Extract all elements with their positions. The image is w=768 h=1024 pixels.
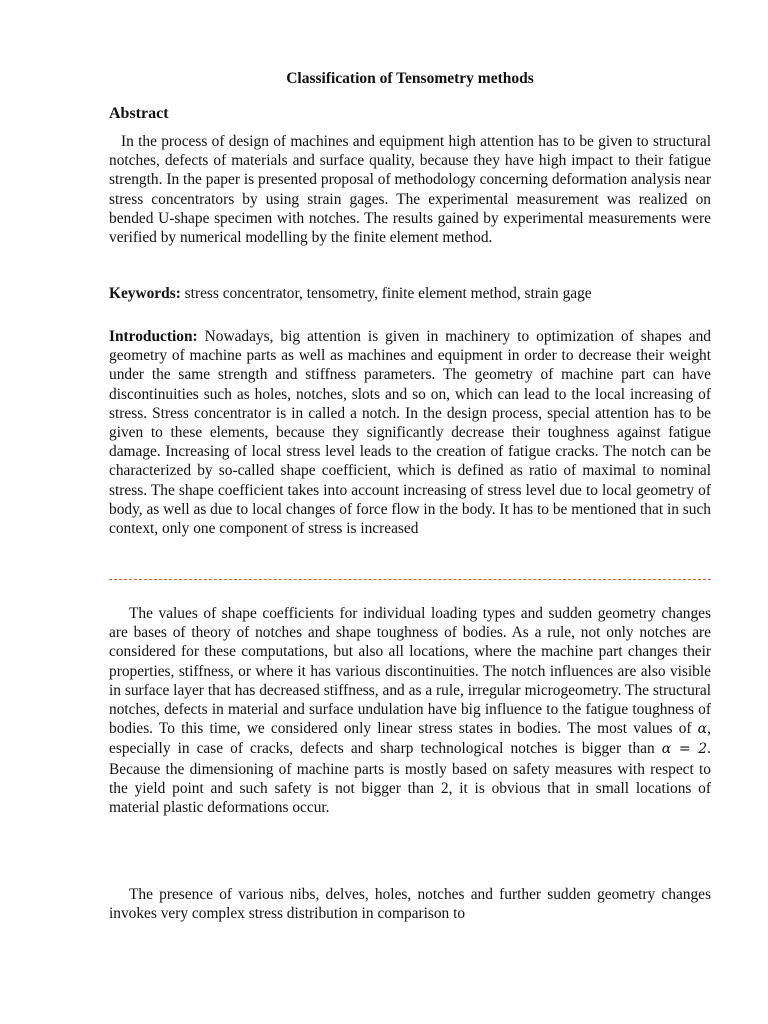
abstract-heading: Abstract <box>109 105 169 122</box>
values-text-part1: The values of shape coefficients for individual loading types and sudden geometry changes are bases of theory of notches and shape toughness of bodies. As a rule, not only notches are considered for these computations, but also all locations, where the machine part changes their properties, stiffness, or where it has various discontinuities. The notch influences are also visible in surface layer that has decreased stiffness, and as a rule, irregular microgeometry. The structural notches, defects in material and surface undulation have big influence to the fatigue toughness of bodies. To this time, we considered only linear stress states in bodies. The most values of <box>109 605 711 738</box>
alpha-equals-two-formula: α = 2 <box>661 741 708 758</box>
values-text-part2: , especially in case of cracks, defects and sharp technological notches is bigger than <box>109 720 711 758</box>
introduction-text: Nowadays, big attention is given in machinery to optimization of shapes and geometry of machine parts as well as machines and equipment in order to decrease their weight under the same strength and stiffness parameters. The geometry of machine part can have discontinuities such as holes, notches, slots and so on, which can lead to the local increasing of stress. Stress concentrator is in called a notch. In the design process, special attention has to be given to these elements, because they significantly decrease their toughness against fatigue damage. Increasing of local stress level leads to the creation of fatigue cracks. The notch can be characterized by so-called shape coefficient, which is defined as ratio of maximal to nominal stress. The shape coefficient takes into account increasing of stress level due to local geometry of body, as well as due to local changes of force flow in the body. It has to be mentioned that in such context, only one component of stress is increased <box>109 328 711 538</box>
keywords-text: stress concentrator, tensometry, finite element method, strain gage <box>180 285 592 302</box>
track-changes-dashed-divider <box>109 579 711 580</box>
keywords-line <box>109 284 729 304</box>
keywords-label: Keywords: <box>109 285 181 302</box>
shape-coefficients-paragraph <box>109 604 711 817</box>
abstract-body: In the process of design of machines and equipment high attention has to be given to structural notches, defects of materials and surface quality, because they have high impact to their fatigue strength. In the paper is presented proposal of methodology concerning deformation analysis near stress concentrators by using strain gages. The experimental measurement was realized on bended U-shape specimen with notches. The results gained by experimental measurements were verified by numerical modelling by the finite element method. <box>109 133 711 247</box>
introduction-label: Introduction: <box>109 328 198 345</box>
alpha-symbol: α <box>697 721 708 738</box>
introduction-paragraph <box>109 327 711 538</box>
values-text-part3: . Because the dimensioning of machine parts is mostly based on safety measures with respect to the yield point and such safety is not bigger than 2, it is obvious that in small locations of material plastic deformations occur. <box>109 740 711 817</box>
presence-paragraph: The presence of various nibs, delves, holes, notches and further sudden geometry changes invokes very complex stress distribution in comparison to <box>109 886 711 923</box>
paper-title: Classification of Tensometry methods <box>286 70 534 87</box>
